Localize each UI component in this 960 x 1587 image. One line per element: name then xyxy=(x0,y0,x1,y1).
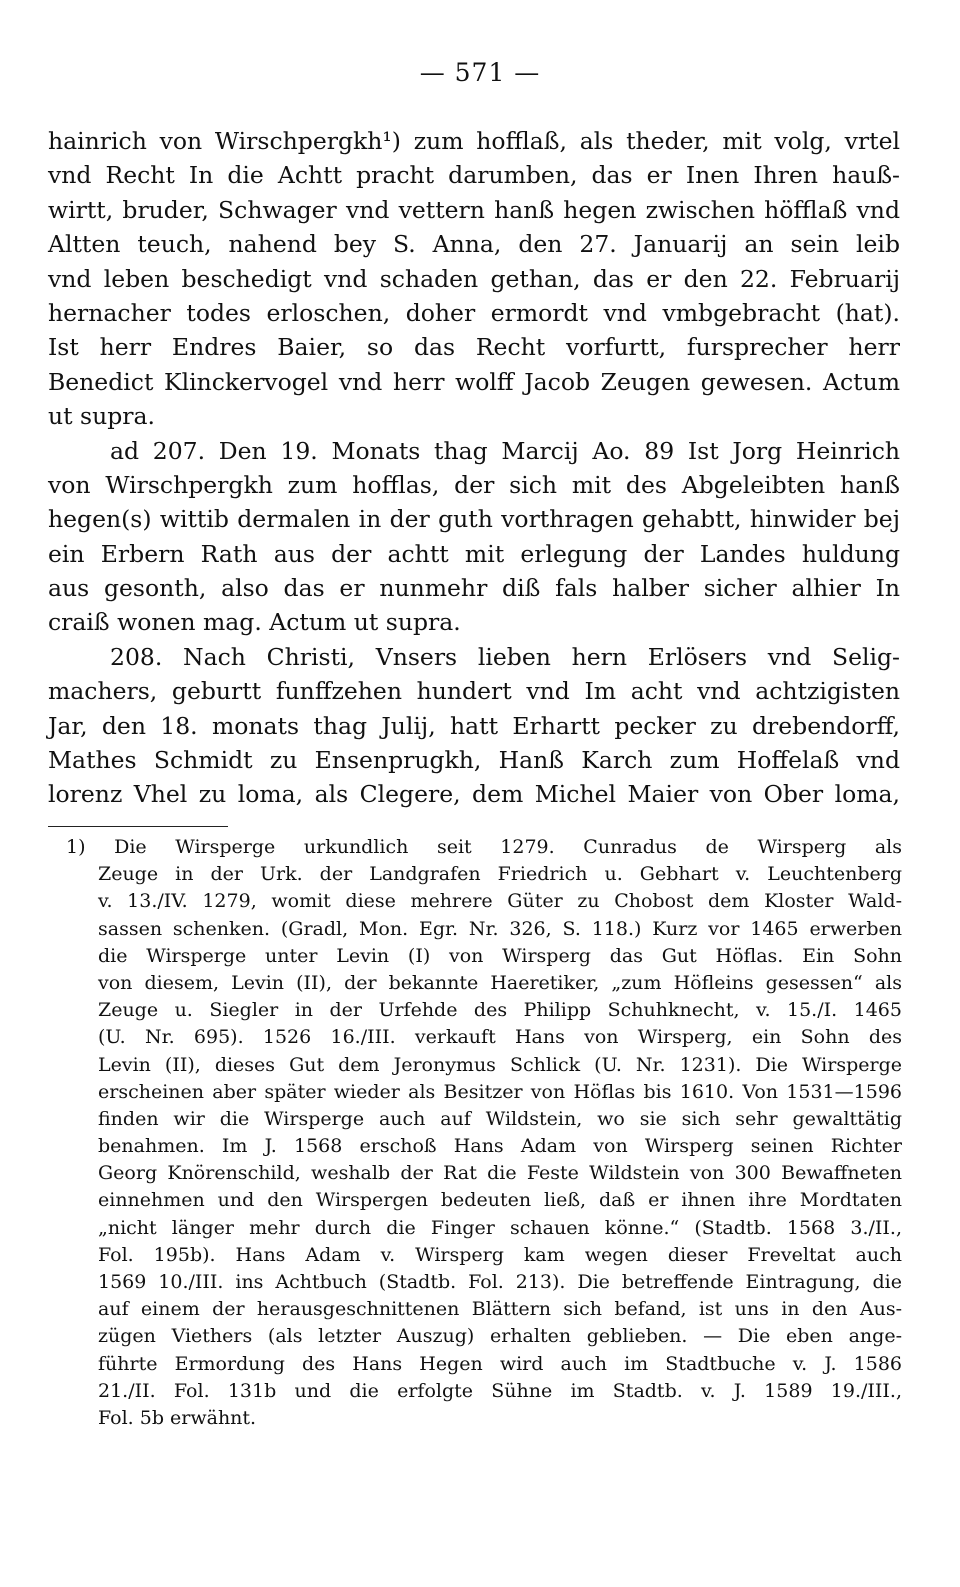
footnote-line: einnehmen und den Wirspergen bedeuten ließ, daß er ihnen ihre Mordtaten xyxy=(98,1189,902,1212)
text-line: von Wirschpergkh zum hofflas, der sich mit des Abgeleibten hanß xyxy=(48,470,900,499)
footnote-line: 1569 10./III. ins Achtbuch (Stadtb. Fol. 213). Die betreffende Eintragung, die xyxy=(98,1271,902,1293)
page-number: — 571 — xyxy=(419,58,541,87)
footnote-line: Zeuge u. Siegler in der Urfehde des Philipp Schuhknecht, v. 15./I. 1465 xyxy=(98,999,902,1022)
text-line: Jar, den 18. monats thag Julij, hatt Erhartt pecker zu drebendorff, xyxy=(48,711,900,740)
text-line: aus gesonth, also das er nunmehr diß fals halber sicher alhier In xyxy=(48,574,900,603)
footnote-line: sassen schenken. (Gradl, Mon. Egr. Nr. 326, S. 118.) Kurz vor 1465 erwerben xyxy=(98,917,902,940)
footnote-line: „nicht länger mehr durch die Finger schauen könne.“ (Stadtb. 1568 3./II., xyxy=(98,1216,902,1239)
main-text xyxy=(48,124,900,812)
footnote-line: Zeuge in der Urk. der Landgrafen Friedrich u. Gebhart v. Leuchtenberg xyxy=(98,863,902,886)
footnote-line: (U. Nr. 695). 1526 16./III. verkauft Hans von Wirsperg, ein Sohn des xyxy=(98,1026,902,1049)
text-line: hernacher todes erloschen, doher ermordt vnd vmbgebracht (hat). xyxy=(48,298,900,327)
text-line: hainrich von Wirschpergkh¹) zum hofflaß, als theder, mit volg, vrtel xyxy=(48,127,900,155)
text-line: vnd Recht In die Achtt pracht darumben, das er Inen Ihren hauß- xyxy=(48,161,900,190)
footnote xyxy=(66,834,902,1432)
footnote-line: 1) Die Wirsperge urkundlich seit 1279. Cunradus de Wirsperg als xyxy=(66,836,902,858)
text-line: craiß wonen mag. Actum ut supra. xyxy=(48,608,461,637)
text-line: Ist herr Endres Baier, so das Recht vorfurtt, fursprecher herr xyxy=(48,333,900,362)
footnote-line: v. 13./IV. 1279, womit diese mehrere Güter zu Chobost dem Kloster Wald- xyxy=(98,890,902,913)
text-line: 208. Nach Christi, Vnsers lieben hern Erlösers vnd Selig- xyxy=(110,642,900,671)
footnote-line: von diesem, Levin (II), der bekannte Haeretiker, „zum Höfleins gesessen“ als xyxy=(98,971,902,994)
footnote-divider xyxy=(48,826,228,827)
text-line: machers, geburtt funffzehen hundert vnd Im acht vnd achtzigisten xyxy=(48,677,900,706)
text-line: vnd leben beschedigt vnd schaden gethan, das er den 22. Februarij xyxy=(48,264,900,293)
footnote-line: Georg Knörenschild, weshalb der Rat die Feste Wildstein von 300 Bewaffneten xyxy=(98,1162,902,1185)
footnote-line: erscheinen aber später wieder als Besitzer von Höflas bis 1610. Von 1531—1596 xyxy=(98,1080,902,1103)
footnote-line: Fol. 195b). Hans Adam v. Wirsperg kam wegen dieser Freveltat auch xyxy=(98,1243,902,1266)
text-line: Benedict Klinckervogel vnd herr wolff Jacob Zeugen gewesen. Actum xyxy=(48,367,900,396)
footnote-line: die Wirsperge unter Levin (I) von Wirsperg das Gut Höflas. Ein Sohn xyxy=(98,944,902,967)
text-line: ein Erbern Rath aus der achtt mit erlegung der Landes huldung xyxy=(48,539,900,568)
footnote-line: Levin (II), dieses Gut dem Jeronymus Schlick (U. Nr. 1231). Die Wirsperge xyxy=(98,1053,902,1076)
footnote-line: zügen Viethers (als letzter Auszug) erhalten geblieben. — Die eben ange- xyxy=(98,1325,902,1348)
text-line: wirtt, bruder, Schwager vnd vettern hanß hegen zwischen höfflaß vnd xyxy=(48,195,900,224)
text-line: ut supra. xyxy=(48,402,156,431)
text-line: ad 207. Den 19. Monats thag Marcij Ao. 89 Ist Jorg Heinrich xyxy=(110,436,900,465)
text-line: hegen(s) wittib dermalen in der guth vorthragen gehabtt, hinwider bej xyxy=(48,505,900,534)
text-line: Altten teuch, nahend bey S. Anna, den 27. Januarij an sein leib xyxy=(48,230,900,259)
footnote-line: auf einem der herausgeschnittenen Blättern sich befand, ist uns in den Aus- xyxy=(98,1298,902,1321)
footnote-line: finden wir die Wirsperge auch auf Wildstein, wo sie sich sehr gewalttätig xyxy=(98,1107,902,1130)
text-line: lorenz Vhel zu loma, als Clegere, dem Michel Maier von Ober loma, xyxy=(48,780,900,809)
footnote-line: benahmen. Im J. 1568 erschoß Hans Adam von Wirsperg seinen Richter xyxy=(98,1135,902,1158)
footnote-line: 21./II. Fol. 131b und die erfolgte Sühne im Stadtb. v. J. 1589 19./III., xyxy=(98,1379,902,1402)
footnote-line: Fol. 5b erwähnt. xyxy=(98,1406,257,1429)
footnote-line: führte Ermordung des Hans Hegen wird auch im Stadtbuche v. J. 1586 xyxy=(98,1352,902,1375)
text-line: Mathes Schmidt zu Ensenprugkh, Hanß Karch zum Hoffelaß vnd xyxy=(48,746,900,775)
